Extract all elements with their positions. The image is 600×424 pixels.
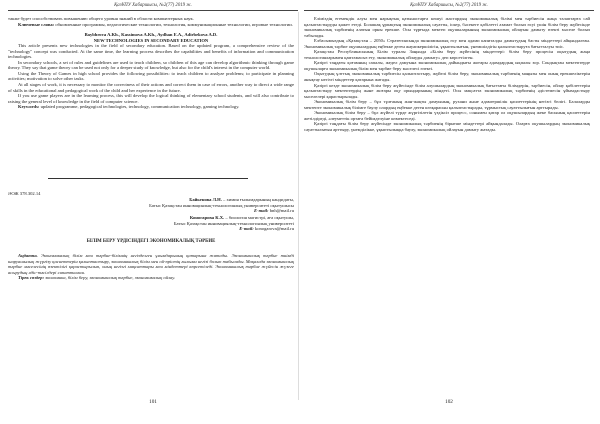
annotation-kz — [8, 253, 294, 281]
keywords-ru-label: Ключевые слова: — [18, 21, 55, 27]
left-page-content — [8, 16, 294, 110]
keywords-ru-text: обновленные программы, педагогические технологии, технология, коммуникационные технологии, игровые технологии. — [54, 21, 293, 27]
author-2-email: konogarova@mail.ru — [253, 226, 294, 232]
right-paragraph-8: Экономикалық білім беру – бұл жүйелі түрде жүргізілетін үздіксіз процесс, сонымен қатар ол оқушылардың жеке басының қасиеттерін жетілдіреді, әлеуметтік ортаға бейімделуіне көмектеседі. — [304, 110, 590, 121]
left-page — [8, 0, 298, 424]
author-2-email-line — [64, 226, 294, 232]
author-1-org: Батыс Қазақстан инновациялық-технологиялық университеті оқытушысы — [149, 202, 294, 208]
udc-code: ӘОЖ 378.302.14 — [8, 191, 41, 196]
keywords-kz-text: экономика, білім беру, экономикалық тәрбие, экономикалық ойлау. — [44, 275, 176, 281]
header-rule — [8, 10, 298, 11]
right-paragraph-9: Қазіргі таңдағы білім беру жүйесінде экономикалық тәрбиенің бірнеше міндеттері айқындалады. Оларға оқушылардың экономикалық сауаттылығын арттыру, үнемділікке, ұқыптылыққа баулу, экономикалық ойлауын дамыту жатады. — [304, 121, 590, 132]
abstract-en-p3: Using the Theory of Games in high school provides the following possibilities: to teach children to analyze problems; to participate in planning activities; motivation to solve other tasks. — [8, 70, 294, 82]
author-2-degree: – биология магистрі, аға оқытушы, — [224, 215, 294, 220]
right-paragraph-1: Еліміздің егемендік алуы мен нарықтық қатынастарға көшуі жастардың экономикалық білімі мен тәрбиесін жаңа талаптарға сай қалыптастыруды қажет етеді. Болашақ ұрпақтың экономикалық сауатты, іскер, бәсекеге қабілетті азамат болып өсуі үшін білім беру жүйесінде экономикалық тәрбиенің алатын орны ерекше. Осы тұрғыда мектеп оқушыларының экономикалық ойлауын дамыту өзекті мәселе болып табылады. — [304, 16, 590, 38]
authors-en: Baybhrova A.Kh., Kassimova A.Kh., Aydhan E.A., Adirbekova A.D. — [84, 32, 218, 38]
author-1-name: Байкенова Л.Н. — [189, 197, 222, 202]
right-paragraph-5: Оқытудың ұлттық экономикалық тәрбиесін қалыптастыру, жүйелі білім беру, экономикалық тәрбиенің маңызы мен оның ерекшеліктерін анықтау негізгі міндеттер қатарына жатады. — [304, 71, 590, 83]
right-paragraph-3: Қазақстан Республикасының Білім туралы Заңында «Білім беру жүйесінің міндеттері: білім беру процесін оқытудың жаңа технологияларымен қамтамасыз ету, экономикалық ойлауды дамыту» деп көрсетілген. — [304, 49, 590, 60]
keywords-en-text: updated programme, pedagogical technologies, technology, communication technology, gaming technology. — [39, 104, 240, 110]
keywords-kz-label: Тірек сөздер: — [18, 275, 45, 281]
spacer — [8, 27, 294, 31]
right-paragraph-6: Қазіргі кезде экономикалық білім беру жүйесінде білім алушылардың экономикалық бағыттағы білімдерін, тәрбиесін, ойлау қабілеттерін қалыптастыру мектептердің және жоғары оқу орындарының міндеті. Осы мақсатта экономикалық тәрбиенің әдістемесін ұйымдастыру мәселелері қарастырылады. — [304, 82, 590, 99]
right-page — [304, 0, 594, 424]
title-en: NEW TECHNOLOGIES IN SECONDARY EDUCATION — [93, 37, 209, 43]
author-1-degree: – химия ғылымдарының кандидаты, — [221, 197, 294, 202]
right-paragraph-2: Елбасымыздың «Қазақстан – 2050» Стратегиясында экономикалық өсу мен адами капиталды дамытудың басты міндеттері айқындалған. Экономикалық тәрбие оқушылардың еңбекке деген жауапкершілігін, ұқыптылығын, үнемшілдігін қалыптастыруға бағытталуы тиіс. — [304, 38, 590, 49]
author-2 — [64, 215, 294, 232]
abstract-en-p5: If you use game players are in the learning process, this will develop the logical thinking of elementary school students, and will also contribute to raising the general level of knowledge in the field of computer science. — [8, 93, 294, 104]
title-kz: БІЛІМ БЕРУ ҮРДІСІНДЕГІ ЭКОНОМИКАЛЫҚ ТӘРБИЕ — [86, 239, 216, 244]
keywords-en-label: Keywords: — [18, 104, 40, 110]
author-2-email-label: E-mail: — [239, 226, 254, 232]
page-number-right: 102 — [445, 399, 453, 405]
author-1-email: bnh@mail.ru — [268, 208, 294, 214]
page-number-left: 101 — [149, 399, 157, 405]
author-1-email-line — [64, 208, 294, 214]
left-page-header: ҚазҰПУ Хабаршысы, №2(77) 2019 ж. — [114, 3, 192, 8]
abstract-en-p1: This article presents new technologies in the field of secondary education. Based on the updated program, a comprehensive review of the "technology" concept was conducted. At the same time, the learning process describes the capabilities and benefits of information and communication technologies. — [8, 43, 294, 60]
annotation-paragraph — [8, 253, 294, 275]
author-2-org: Батыс Қазақстан инновациялық-технологиялық университеті — [173, 220, 294, 226]
author-1 — [64, 197, 294, 214]
author-2-name: Коногарова К.Х. — [189, 215, 225, 220]
spread-divider — [298, 12, 299, 400]
right-page-content — [304, 16, 590, 132]
intro-paragraph: также будет способствовать повышению общего уровня знаний в области компьютерных наук. — [8, 16, 194, 21]
keywords-en — [8, 104, 294, 110]
right-page-header: ҚазҰПУ Хабаршысы, №2(77) 2019 ж. — [410, 3, 488, 8]
annotation-text: Экономикалық білім мен тәрбие-білімнің негізделген ұғымдарының қатарына жатады. Экономикалық тәрбие тиімді шаруашылық жүргізу қасиеттерін қалыптастыру, экономикалық білім мен ой-өрістің ғылыми негізі болып табылады. Мақалада экономикалық тәрбие мәселесінің өзектілігі қарастырылып, оның негізгі мақсаттары мен міндеттері көрсетіледі. Экономикалық тәрбие жүйесін жүзеге асырудың әдіс-тәсілдері сипатталған. — [8, 253, 294, 275]
header-rule — [304, 10, 594, 11]
keywords-kz — [8, 275, 294, 281]
section-separator — [48, 178, 248, 179]
annotation-label: Аңдатпа. — [18, 253, 38, 258]
author-1-email-label: E-mail: — [254, 208, 269, 214]
right-paragraph-7: Экономикалық білім беру – бұл тұлғаның жан-жақты дамуының, рухани және адамгершілік қасиеттерінің негізгі бөлігі. Балаларды мектепте экономикалық білімге баулу олардың еңбекке деген көзқарасын қалыптастырады, тұрмыстық сауаттылығын арттырады. — [304, 99, 590, 110]
abstract-en-p2: In secondary schools, a set of rules and guidelines are used to teach children, so children of this age can develop algorithmic thinking through game theory. They say that game theory can be used not only for a deeper study of knowledge, but also for the child's interest in the computer world. — [8, 59, 294, 71]
right-paragraph-4: Қазіргі таңдағы қоғамның сапалы, жедел дамуына экономикалық дайындығы жоғары адамдардың ықпалы зор. Сондықтан мектептерде оқушыларға экономикалық білім мен тәрбие беру мәселесі өзекті. — [304, 60, 590, 71]
abstract-en-p4: At all stages of work, it is necessary to monitor the correctness of their actions and correct them in case of errors, another way to direct a wide range of skills in the educational and pedagogical work of the child and her experience in the future. — [8, 82, 294, 93]
